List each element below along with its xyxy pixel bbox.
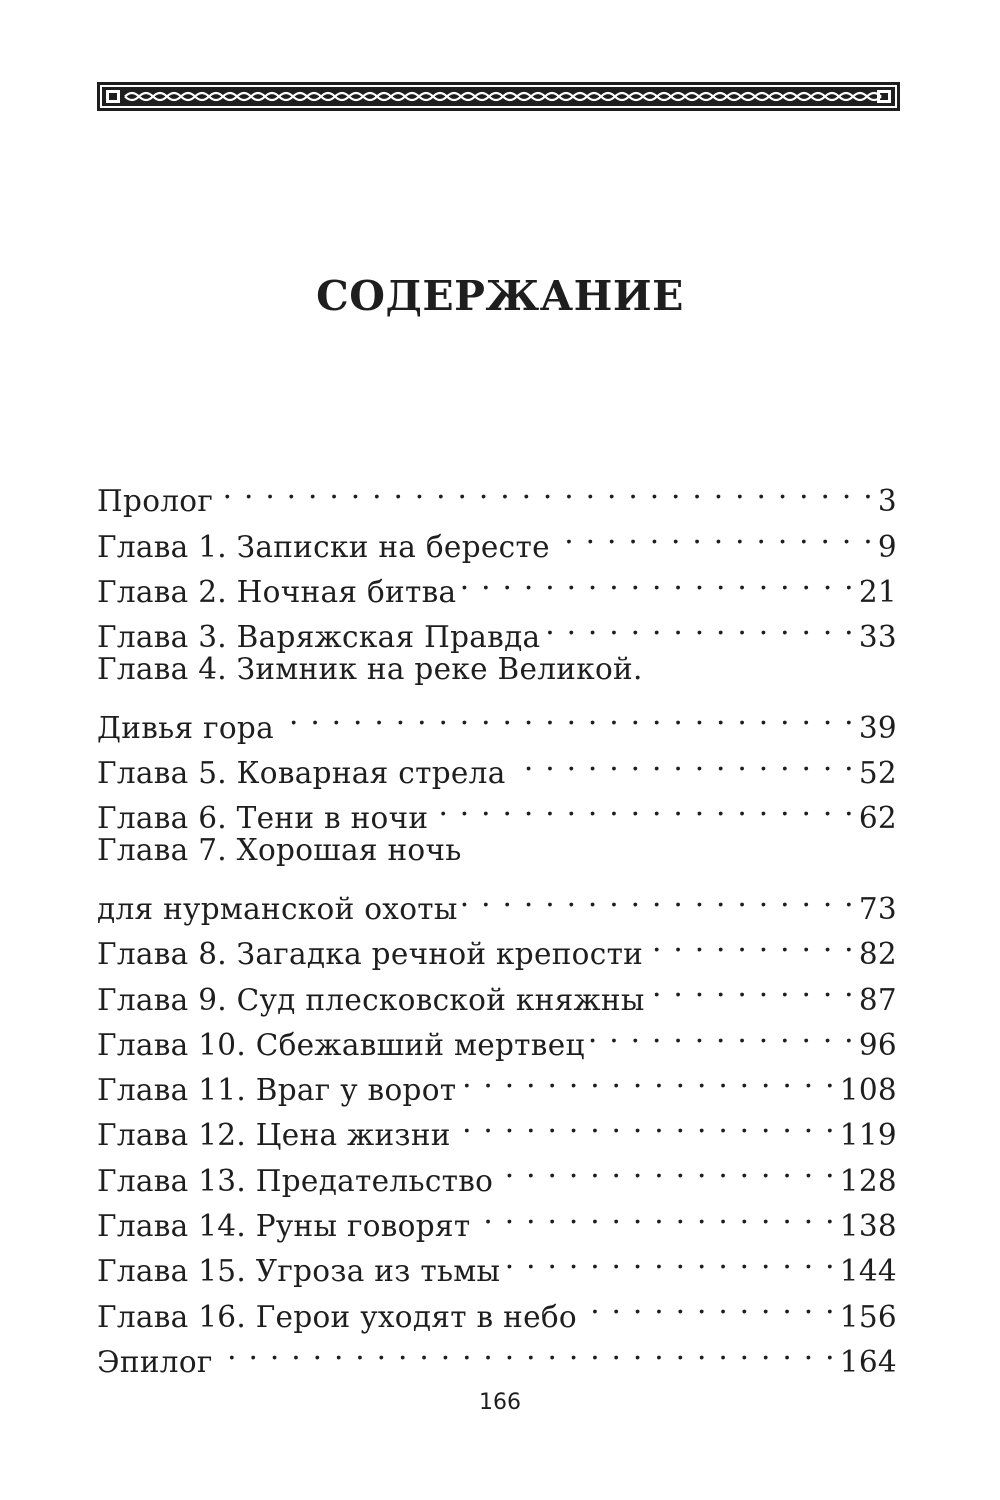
toc-entry-page: 108 (839, 1073, 897, 1108)
toc-entry-title: Глава 15. Угроза из тьмы (97, 1254, 501, 1289)
toc-entry-title: Глава 16. Герои уходят в небо (97, 1299, 577, 1334)
toc-entry-page: 156 (839, 1299, 897, 1334)
toc-entry-page: 73 (858, 891, 897, 926)
toc-entry-title: Глава 8. Загадка речной крепости (97, 937, 644, 972)
toc-entry-title: Глава 6. Тени в ночи (97, 801, 429, 836)
dot-leader (217, 466, 874, 511)
toc-entry-title: Глава 1. Записки на бересте (97, 529, 550, 564)
toc-entry-page: 82 (858, 937, 897, 972)
toc-entry-page: 9 (877, 529, 897, 564)
dot-leader (278, 692, 855, 737)
dot-leader (544, 602, 854, 647)
toc-entry-title: Глава 13. Предательство (97, 1163, 494, 1198)
dot-leader (589, 1010, 855, 1055)
toc-entry-title: Глава 9. Суд плесковской княжны (97, 982, 645, 1017)
toc-entry-title: Эпилог (97, 1344, 213, 1379)
dot-leader (581, 1281, 836, 1326)
toc-entry-title: Глава 3. Варяжская Правда (97, 620, 541, 655)
dot-leader (455, 1100, 836, 1145)
page-title: СОДЕРЖАНИЕ (316, 272, 684, 320)
toc-entry (97, 647, 897, 692)
dot-leader (647, 919, 855, 964)
toc-entry-page: 96 (858, 1027, 897, 1062)
dot-leader (649, 964, 855, 1009)
dot-leader (504, 1236, 835, 1281)
toc-entry-page: 52 (858, 756, 897, 791)
dot-leader (217, 1327, 836, 1372)
toc-entry-title: для нурманской охоты (97, 891, 458, 926)
toc-entry (97, 511, 897, 564)
toc-entry-title: Дивья гора (97, 710, 274, 745)
dot-leader (460, 557, 854, 602)
toc-entry-title: Глава 11. Враг у ворот (97, 1073, 457, 1108)
toc-entry-page: 39 (858, 710, 897, 745)
toc-entry (97, 1327, 897, 1379)
dot-leader (510, 738, 855, 783)
toc-entry-title: Глава 5. Коварная стрела (97, 756, 506, 791)
page-number: 166 (479, 1390, 521, 1415)
dot-leader (462, 874, 855, 919)
toc-entry-page: 21 (858, 574, 897, 609)
toc-entry-title: Глава 7. Хорошая ночь (97, 833, 462, 868)
toc-entry-title: Глава 10. Сбежавший мертвец (97, 1027, 585, 1062)
dot-leader (460, 1055, 835, 1100)
toc-entry-page: 3 (877, 484, 897, 519)
toc-entry (97, 466, 897, 519)
toc-entry (97, 828, 897, 873)
ornamental-border-icon (97, 82, 900, 111)
toc-entry-title: Пролог (97, 484, 214, 519)
toc-entry-page: 119 (839, 1118, 897, 1153)
toc-entry-page: 128 (839, 1163, 897, 1198)
dot-leader (474, 1191, 835, 1236)
toc-entry-title: Глава 14. Руны говорят (97, 1209, 471, 1244)
toc-entry-page: 87 (858, 982, 897, 1017)
toc-entry (97, 692, 897, 745)
toc-entry-title: Глава 2. Ночная битва (97, 574, 457, 609)
toc-entry-page: 62 (858, 801, 897, 836)
toc-entry-page: 144 (839, 1254, 897, 1289)
dot-leader (432, 783, 854, 828)
toc-entry-page: 33 (858, 620, 897, 655)
toc-entry-title: Глава 12. Цена жизни (97, 1118, 451, 1153)
dot-leader (554, 511, 874, 556)
toc-entry-page: 138 (839, 1209, 897, 1244)
toc-entry-title: Глава 4. Зимник на реке Великой. (97, 652, 643, 687)
toc-entry (97, 874, 897, 926)
toc-entry-page: 164 (839, 1344, 897, 1379)
table-of-contents (97, 466, 897, 1379)
dot-leader (497, 1145, 836, 1190)
